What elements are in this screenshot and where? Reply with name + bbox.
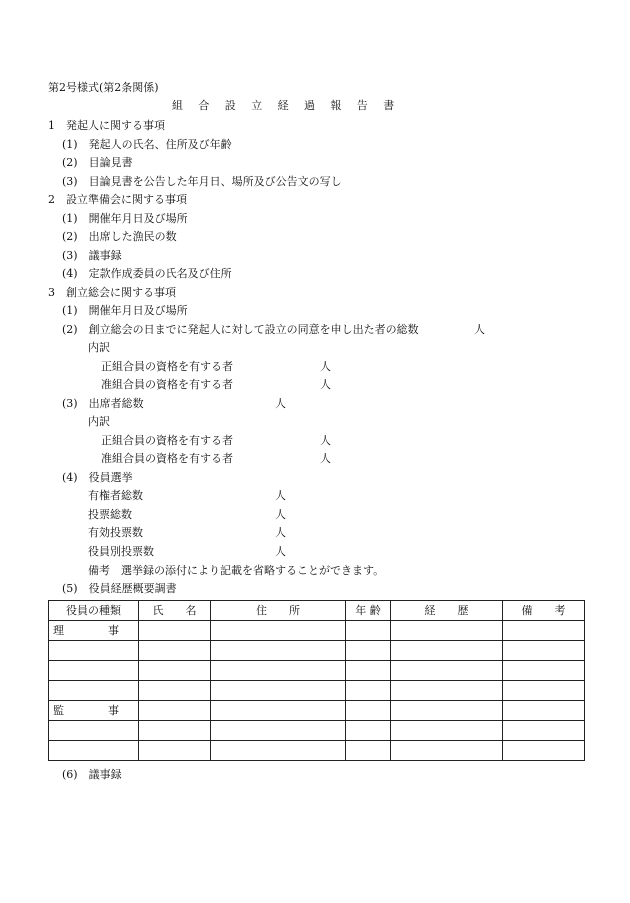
table-cell[interactable]	[391, 701, 503, 721]
associate-member-label: 准組合員の資格を有する者	[101, 378, 233, 391]
section2-item-1: (1) 開催年月日及び場所	[62, 212, 188, 225]
table-cell[interactable]	[211, 721, 346, 741]
section2-heading: 2 設立準備会に関する事項	[48, 193, 187, 206]
regular-member-label-2: 正組合員の資格を有する者	[101, 434, 233, 447]
officer-career-table	[48, 600, 585, 761]
eligible-voters-unit: 人	[275, 489, 286, 502]
table-cell[interactable]	[211, 621, 346, 641]
table-cell[interactable]	[346, 621, 391, 641]
table-cell[interactable]	[346, 701, 391, 721]
table-row	[49, 681, 585, 701]
table-cell[interactable]	[139, 681, 211, 701]
eligible-voters-label: 有権者総数	[88, 489, 143, 502]
table-row	[49, 661, 585, 681]
col-address: 住 所	[211, 601, 346, 621]
breakdown-label-2: 内訳	[88, 415, 110, 428]
table-cell[interactable]	[139, 701, 211, 721]
total-votes-label: 投票総数	[88, 508, 132, 521]
table-cell[interactable]	[211, 701, 346, 721]
table-cell[interactable]	[49, 721, 139, 741]
table-cell[interactable]	[211, 661, 346, 681]
section3-heading: 3 創立総会に関する事項	[48, 286, 176, 299]
table-cell[interactable]	[49, 741, 139, 761]
form-title: 組合設立経過報告書	[172, 99, 410, 112]
table-header-row	[49, 601, 585, 621]
table-cell[interactable]	[503, 621, 585, 641]
section1-heading: 1 発起人に関する事項	[48, 119, 165, 132]
table-cell[interactable]	[503, 641, 585, 661]
section3-item-3: (3) 出席者総数	[62, 397, 144, 410]
section3-item-1: (1) 開催年月日及び場所	[62, 304, 188, 317]
director-label: 理 事	[49, 621, 139, 641]
table-row	[49, 701, 585, 721]
col-remarks: 備 考	[503, 601, 585, 621]
table-cell[interactable]	[503, 661, 585, 681]
table-cell[interactable]	[139, 621, 211, 641]
table-cell[interactable]	[139, 641, 211, 661]
table-cell[interactable]	[391, 621, 503, 641]
table-cell[interactable]	[139, 721, 211, 741]
table-cell[interactable]	[391, 661, 503, 681]
table-row	[49, 641, 585, 661]
form-number: 第2号様式(第2条関係)	[48, 81, 159, 94]
section2-item-3: (3) 議事録	[62, 249, 122, 262]
table-cell[interactable]	[346, 721, 391, 741]
regular-member-unit: 人	[320, 360, 331, 373]
col-officer-type: 役員の種類	[49, 601, 139, 621]
table-row	[49, 721, 585, 741]
regular-member-label: 正組合員の資格を有する者	[101, 360, 233, 373]
table-cell[interactable]	[503, 741, 585, 761]
table-cell[interactable]	[49, 641, 139, 661]
section1-item-2: (2) 目論見書	[62, 156, 133, 169]
table-cell[interactable]	[139, 661, 211, 681]
section3-item-3-unit: 人	[275, 397, 286, 410]
associate-member-unit-2: 人	[320, 452, 331, 465]
table-cell[interactable]	[211, 741, 346, 761]
section3-item-5: (5) 役員経歴概要調書	[62, 582, 177, 595]
table-cell[interactable]	[346, 641, 391, 661]
table-cell[interactable]	[49, 661, 139, 681]
associate-member-label-2: 准組合員の資格を有する者	[101, 452, 233, 465]
section3-item-2: (2) 創立総会の日までに発起人に対して設立の同意を申し出た者の総数	[62, 323, 419, 336]
table-cell[interactable]	[211, 681, 346, 701]
table-cell[interactable]	[391, 721, 503, 741]
votes-per-officer-label: 役員別投票数	[88, 545, 154, 558]
valid-votes-label: 有効投票数	[88, 526, 143, 539]
auditor-label: 監 事	[49, 701, 139, 721]
col-career: 経 歴	[391, 601, 503, 621]
table-cell[interactable]	[503, 701, 585, 721]
breakdown-label: 内訳	[88, 341, 110, 354]
section2-item-4: (4) 定款作成委員の氏名及び住所	[62, 267, 232, 280]
table-cell[interactable]	[391, 741, 503, 761]
table-cell[interactable]	[346, 741, 391, 761]
table-cell[interactable]	[391, 641, 503, 661]
section3-item-4: (4) 役員選挙	[62, 471, 133, 484]
section3-item-2-unit: 人	[474, 323, 485, 336]
table-cell[interactable]	[503, 721, 585, 741]
section1-item-3: (3) 目論見書を公告した年月日、場所及び公告文の写し	[62, 175, 342, 188]
associate-member-unit: 人	[320, 378, 331, 391]
table-cell[interactable]	[346, 661, 391, 681]
section2-item-2: (2) 出席した漁民の数	[62, 230, 177, 243]
section3-item-6: (6) 議事録	[62, 768, 122, 781]
votes-per-officer-unit: 人	[275, 545, 286, 558]
table-cell[interactable]	[503, 681, 585, 701]
table-row	[49, 741, 585, 761]
valid-votes-unit: 人	[275, 526, 286, 539]
total-votes-unit: 人	[275, 508, 286, 521]
table-cell[interactable]	[139, 741, 211, 761]
col-age: 年 齢	[346, 601, 391, 621]
election-note: 備考 選挙録の添付により記載を省略することができます。	[88, 564, 385, 577]
table-cell[interactable]	[211, 641, 346, 661]
table-cell[interactable]	[49, 681, 139, 701]
section1-item-1: (1) 発起人の氏名、住所及び年齢	[62, 138, 232, 151]
table-cell[interactable]	[391, 681, 503, 701]
regular-member-unit-2: 人	[320, 434, 331, 447]
table-row	[49, 621, 585, 641]
col-name: 氏 名	[139, 601, 211, 621]
table-cell[interactable]	[346, 681, 391, 701]
